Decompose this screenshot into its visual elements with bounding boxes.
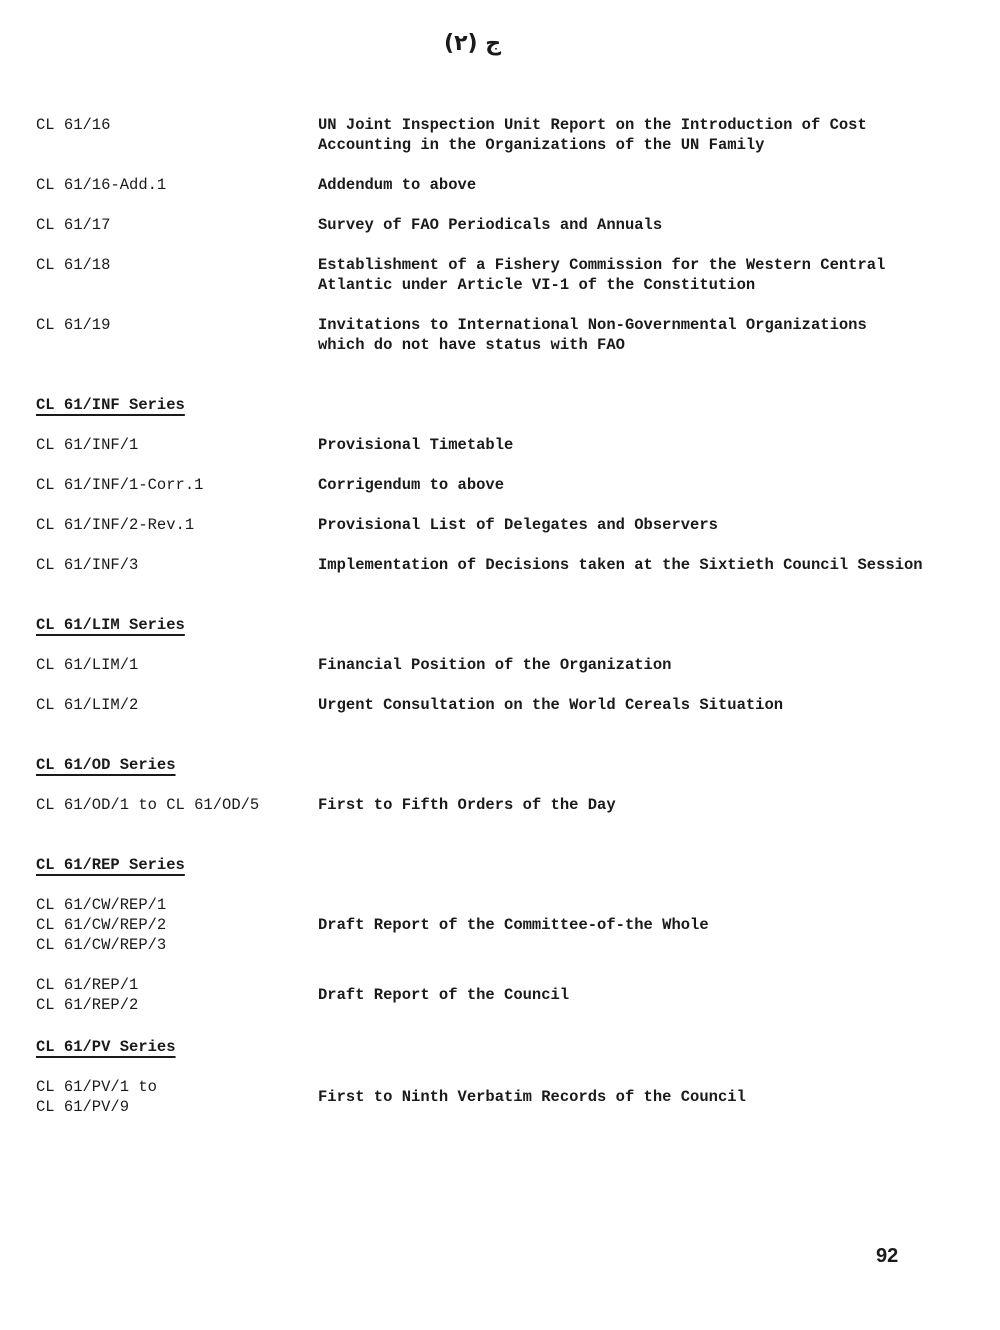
document-code: CL 61/16 xyxy=(36,116,111,134)
document-code: CL 61/REP/1 CL 61/REP/2 xyxy=(36,976,139,1014)
section-heading-lim-series: CL 61/LIM Series xyxy=(36,616,185,634)
document-code: CL 61/LIM/1 xyxy=(36,656,139,674)
document-description: Provisional List of Delegates and Observers xyxy=(318,516,718,534)
document-description: Draft Report of the Council xyxy=(318,986,570,1004)
document-description: Draft Report of the Committee-of-the Whole xyxy=(318,916,709,934)
document-code: CL 61/INF/1-Corr.1 xyxy=(36,476,204,494)
document-description: UN Joint Inspection Unit Report on the Introduction of Cost Accounting in the Organizations of the UN Family xyxy=(318,116,867,154)
document-description: Establishment of a Fishery Commission for the Western Central Atlantic under Article VI-1 of the Constitution xyxy=(318,256,886,294)
document-code: CL 61/18 xyxy=(36,256,111,274)
page-header-marker: ج (٢) xyxy=(444,31,502,56)
section-heading-inf-series: CL 61/INF Series xyxy=(36,396,185,414)
document-code: CL 61/16-Add.1 xyxy=(36,176,167,194)
document-description: Provisional Timetable xyxy=(318,436,514,454)
document-code: CL 61/PV/1 to CL 61/PV/9 xyxy=(36,1078,157,1116)
document-description: First to Fifth Orders of the Day xyxy=(318,796,616,814)
document-description: Financial Position of the Organization xyxy=(318,656,672,674)
section-heading-od-series: CL 61/OD Series xyxy=(36,756,176,774)
document-description: Survey of FAO Periodicals and Annuals xyxy=(318,216,663,234)
document-code: CL 61/CW/REP/1 CL 61/CW/REP/2 CL 61/CW/REP/3 xyxy=(36,896,167,954)
section-heading-pv-series: CL 61/PV Series xyxy=(36,1038,176,1056)
document-code: CL 61/19 xyxy=(36,316,111,334)
document-description: Urgent Consultation on the World Cereals Situation xyxy=(318,696,784,714)
document-description: Invitations to International Non-Governmental Organizations which do not have status with FAO xyxy=(318,316,867,354)
page-number: 92 xyxy=(876,1245,899,1267)
document-description: First to Ninth Verbatim Records of the Council xyxy=(318,1088,746,1106)
document-description: Implementation of Decisions taken at the Sixtieth Council Session xyxy=(318,556,923,574)
document-code: CL 61/INF/3 xyxy=(36,556,139,574)
document-description: Corrigendum to above xyxy=(318,476,505,494)
document-code: CL 61/INF/1 xyxy=(36,436,139,454)
document-code: CL 61/OD/1 to CL 61/OD/5 xyxy=(36,796,260,814)
document-code: CL 61/LIM/2 xyxy=(36,696,139,714)
document-code: CL 61/17 xyxy=(36,216,111,234)
document-code: CL 61/INF/2-Rev.1 xyxy=(36,516,195,534)
document-description: Addendum to above xyxy=(318,176,477,194)
section-heading-rep-series: CL 61/REP Series xyxy=(36,856,185,874)
